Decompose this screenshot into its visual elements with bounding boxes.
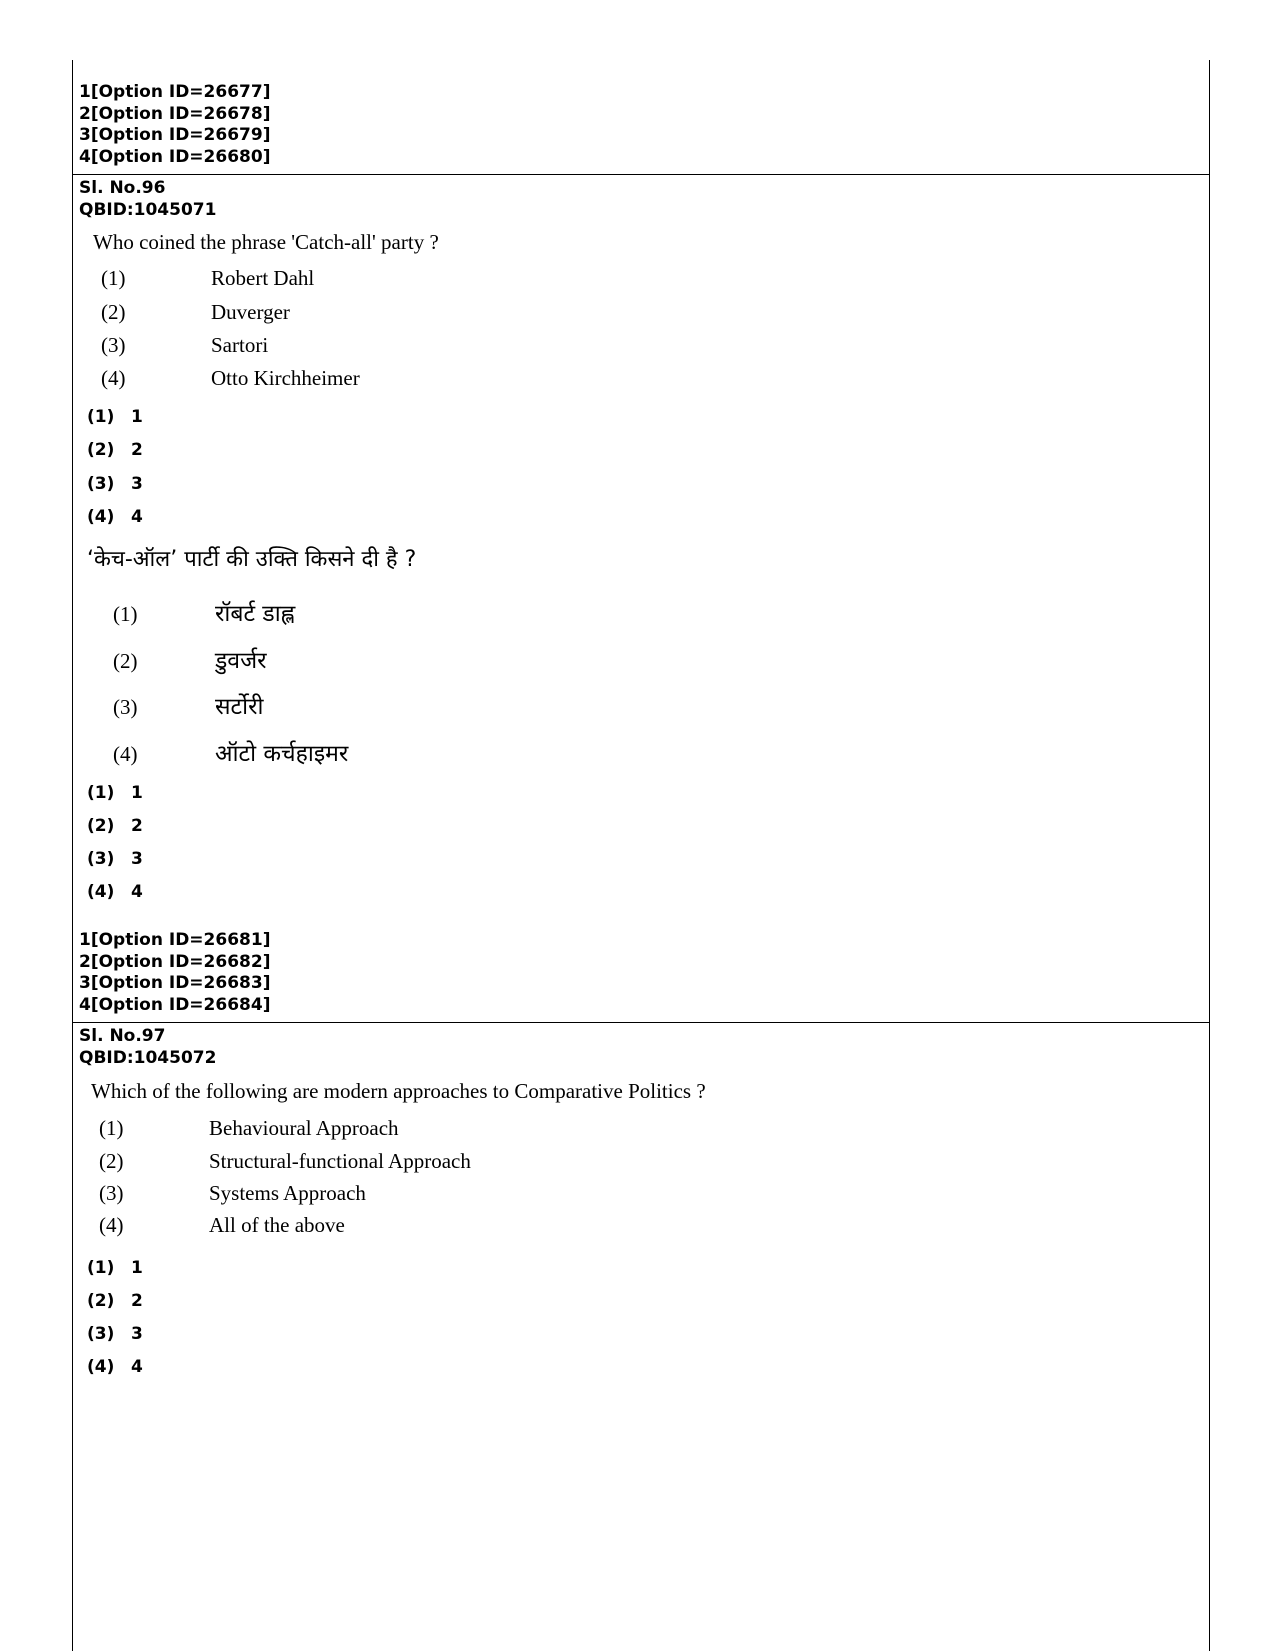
answer-choice-1[interactable]: (1) 1 (87, 1258, 143, 1278)
answer-choice-2[interactable]: (2) 2 (87, 816, 143, 836)
question-meta-96 (79, 178, 216, 221)
option-id-list-top (79, 82, 270, 168)
answer-choice-2[interactable]: (2) 2 (87, 440, 143, 460)
answer-choice-3[interactable]: (3) 3 (87, 474, 143, 494)
option-hi-4: (4) ऑटो कर्चहाइमर (113, 741, 349, 767)
divider (73, 174, 1209, 175)
answer-choice-2[interactable]: (2) 2 (87, 1291, 143, 1311)
sl-no: Sl. No.97 (79, 1026, 166, 1046)
page-frame (72, 60, 1210, 1651)
qbid: QBID:1045072 (79, 1047, 217, 1068)
option-id-list-96 (79, 930, 270, 1016)
option-id: 3[Option ID=26679] (79, 125, 271, 145)
sl-no: Sl. No.96 (79, 178, 166, 198)
qbid: QBID:1045071 (79, 199, 217, 220)
question-text-hi: ‘केच-ऑल’ पार्टी की उक्ति किसने दी है ? (87, 547, 417, 572)
option-en-4: (4) Otto Kirchheimer (101, 366, 360, 390)
option-id: 2[Option ID=26678] (79, 103, 271, 124)
option-en-4: (4) All of the above (99, 1213, 345, 1237)
question-text-en: Who coined the phrase 'Catch-all' party ? (93, 230, 439, 254)
question-text-en: Which of the following are modern approaches to Comparative Politics ? (91, 1079, 706, 1103)
answer-choice-3[interactable]: (3) 3 (87, 1324, 143, 1344)
option-id: 1[Option ID=26681] (79, 930, 271, 950)
option-en-1: (1) Behavioural Approach (99, 1116, 399, 1140)
answer-choice-1[interactable]: (1) 1 (87, 407, 143, 427)
option-en-3: (3) Systems Approach (99, 1181, 366, 1205)
option-id: 2[Option ID=26682] (79, 951, 271, 972)
answer-choice-4[interactable]: (4) 4 (87, 1357, 143, 1377)
question-meta-97 (79, 1026, 216, 1069)
option-en-2: (2) Duverger (101, 300, 290, 324)
option-en-1: (1) Robert Dahl (101, 266, 315, 290)
option-en-3: (3) Sartori (101, 333, 269, 357)
divider (73, 1022, 1209, 1023)
option-hi-2: (2) डुवर्जर (113, 648, 267, 674)
option-en-2: (2) Structural-functional Approach (99, 1149, 471, 1173)
answer-choice-1[interactable]: (1) 1 (87, 783, 143, 803)
option-hi-3: (3) सर्टोरी (113, 694, 264, 720)
answer-choice-4[interactable]: (4) 4 (87, 882, 143, 902)
answer-choice-3[interactable]: (3) 3 (87, 849, 143, 869)
option-id: 1[Option ID=26677] (79, 82, 271, 102)
option-id: 3[Option ID=26683] (79, 973, 271, 993)
answer-choice-4[interactable]: (4) 4 (87, 507, 143, 527)
option-hi-1: (1) रॉबर्ट डाह्ल (113, 601, 295, 627)
option-id: 4[Option ID=26680] (79, 146, 271, 167)
option-id: 4[Option ID=26684] (79, 994, 271, 1015)
